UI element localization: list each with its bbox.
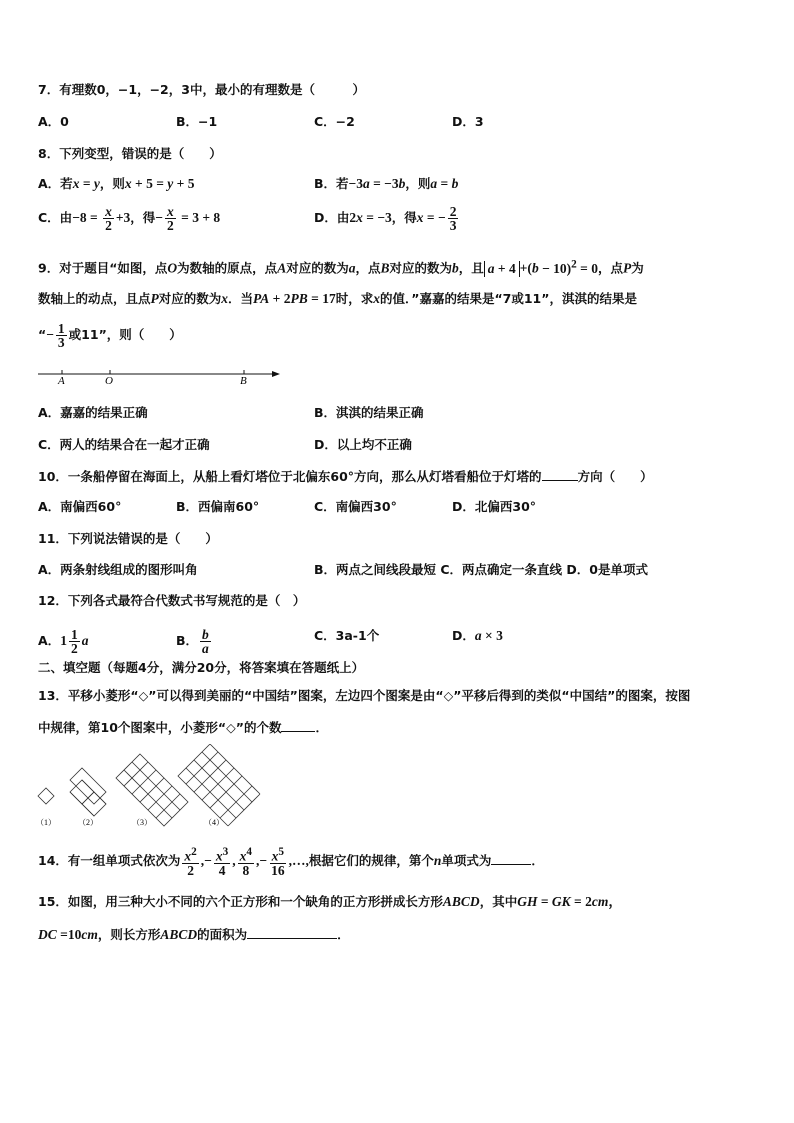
q10-option-a: A．南偏西60° xyxy=(38,499,122,514)
q7-option-d: D．3 xyxy=(452,114,484,129)
axis-label-b: B xyxy=(240,375,247,387)
q9-option-d: D．以上均不正确 xyxy=(314,437,412,452)
q8-text: 下列变型，错误的是（ ） xyxy=(59,146,222,161)
q7-option-c: C．−2 xyxy=(314,114,355,129)
fraction: $\frac{x^4}{8}$ xyxy=(239,846,252,878)
q9-stem-line2: 数轴上的动点，且点P对应的数为x．当PA + 2PB = 17时，求x的值．”嘉嘉的结果是“7或11”，淇淇的结果是 xyxy=(38,291,637,306)
fraction: $\frac{x^3}{4}$ xyxy=(215,846,229,878)
q11-option-a: A．两条射线组成的图形叫角 xyxy=(38,562,198,577)
q9-stem-line3: “− $\frac{1}{3}$ 或11”，则（ ） xyxy=(38,321,182,350)
q14-rule-text: 根据它们的规律，第个 xyxy=(308,852,434,868)
q9-option-a: A．嘉嘉的结果正确 xyxy=(38,405,148,420)
knot-pattern-4 xyxy=(178,744,260,826)
q7-option-b: B．−1 xyxy=(176,114,218,129)
q12-stem: 12．下列各式最符合代数式书写规范的是（ ） xyxy=(38,593,306,608)
fig-label-2: （2） xyxy=(78,818,98,827)
fraction: $\frac{x}{2}$ xyxy=(167,204,174,233)
fraction: $\frac{x}{2}$ xyxy=(105,204,112,233)
fraction: $\frac{x^5}{16}$ xyxy=(271,846,285,878)
fraction: $\frac{1}{2}$ xyxy=(70,627,78,656)
q8-number: 8． xyxy=(38,146,60,161)
knot-pattern-1 xyxy=(38,788,54,804)
fraction: $\frac{x^2}{2}$ xyxy=(184,846,197,878)
q12-option-b: B． $\frac{b}{a}$ xyxy=(176,627,209,656)
fraction: $\frac{1}{3}$ xyxy=(57,321,65,350)
knot-pattern-2 xyxy=(70,768,106,816)
q10-option-c: C．南偏西30° xyxy=(314,499,397,514)
q8-option-c: C．由−8 = $\frac{x}{2}$ +3，得− $\frac{x}{2}$ = 3 + 8 xyxy=(38,204,221,233)
q8-option-a: A．若x = y，则x + 5 = y + 5 xyxy=(38,176,195,191)
q7-option-a: A．0 xyxy=(38,114,69,129)
answer-blank xyxy=(542,468,578,481)
answer-blank xyxy=(491,852,531,865)
q8-option-d: D．由2x = −3，得x = − $\frac{2}{3}$ xyxy=(314,204,457,233)
answer-blank xyxy=(247,926,337,939)
q7-text: 有理数0，−1，−2，3中，最小的有理数是（ ） xyxy=(59,82,365,97)
q14-stem: 14．有一组单项式依次为 $\frac{x^2}{2}$ ,− $\frac{x^3}{4}$ , $\frac{x^4}{8}$ ,− $\frac{x^5}{16}$ ,…,根据它们的规律，第个n单项式为 ． xyxy=(38,846,544,878)
fraction: $\frac{2}{3}$ xyxy=(449,204,457,233)
q12-option-a: A．1 $\frac{1}{2}$ a xyxy=(38,627,89,656)
knot-pattern-3 xyxy=(116,754,188,826)
q11-option-bcd: B．两点之间线段最短 C．两点确定一条直线 D．0是单项式 xyxy=(314,562,648,577)
axis-label-a: A xyxy=(58,375,65,387)
q15-stem-line2: DC =10cm，则长方形ABCD的面积为 ． xyxy=(38,927,350,942)
q13-stem-line1: 13．平移小菱形“◇”可以得到美丽的“中国结”图案，左边四个图案是由“◇”平移后得到的类似“中国结”的图案，按图 xyxy=(38,688,691,703)
q7-number: 7． xyxy=(38,82,60,97)
q9-option-b: B．淇淇的结果正确 xyxy=(314,405,424,420)
q7-stem xyxy=(38,82,365,98)
number-line-figure xyxy=(36,364,286,388)
q11-stem: 11．下列说法错误的是（ ） xyxy=(38,531,218,546)
q8-stem xyxy=(38,146,222,162)
fig-label-3: （3） xyxy=(132,818,152,827)
fig-label-1: （1） xyxy=(36,818,56,827)
axis-label-o: O xyxy=(105,375,113,387)
q10-stem: 10．一条船停留在海面上，从船上看灯塔位于北偏东60°方向，那么从灯塔看船位于灯塔的 方向（ ） xyxy=(38,469,653,484)
fig-label-4: （4） xyxy=(204,818,224,827)
q8-option-b: B．若−3a = −3b，则a = b xyxy=(314,176,459,191)
fraction: $\frac{b}{a}$ xyxy=(202,627,209,656)
q10-option-d: D．北偏西30° xyxy=(452,499,537,514)
chinese-knot-figure xyxy=(34,744,264,828)
q12-option-d: D．a × 3 xyxy=(452,628,503,643)
q10-option-b: B．西偏南60° xyxy=(176,499,260,514)
section-heading: 二、填空题（每题4分，满分20分，将答案填在答题纸上） xyxy=(38,660,365,675)
q9-option-c: C．两人的结果合在一起才正确 xyxy=(38,437,210,452)
q12-option-c: C．3a-1个 xyxy=(314,628,380,643)
q15-stem-line1: 15．如图，用三种大小不同的六个正方形和一个缺角的正方形拼成长方形ABCD，其中GH = GK = 2cm， xyxy=(38,894,622,909)
q13-stem-line2: 中规律，第10个图案中，小菱形“◇”的个数 ． xyxy=(38,720,328,735)
q9-stem-line1: 9．对于题目“如图，点O为数轴的原点，点A对应的数为a，点B对应的数为b，且 $a + 4 +(b - 10)^2 = 0$，点P为 xyxy=(38,258,644,276)
answer-blank xyxy=(281,719,315,732)
